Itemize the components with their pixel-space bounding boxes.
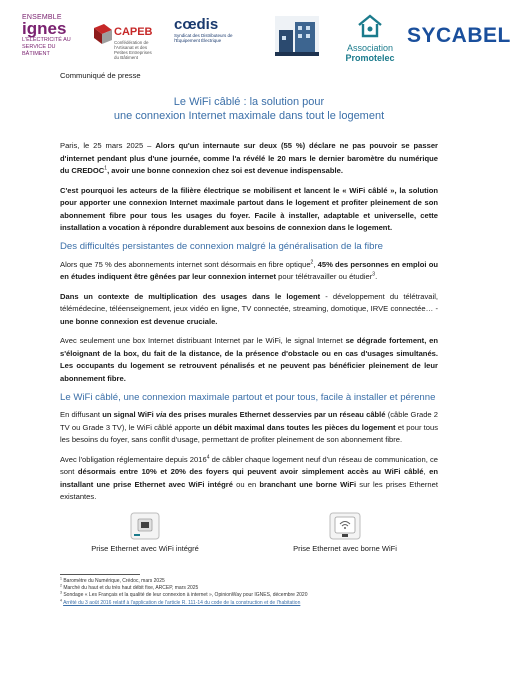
sycabel-logo: SYCABEL [407,24,511,47]
partner-logos [22,12,511,63]
footnote: $^3$ Sondage « Les Français et la qualité de leur connexion à internet », OpinionWay pour IGNES, décembre 2020 [60,590,308,599]
intro-paragraph: Paris, le 25 mars 2025 – Alors qu'un internaute sur deux (55 %) déclare ne pas pouvoir se passer d'internet pendant plus d'une journée, comme l'a révélé le 20 mars le dernier baromètre du numérique du CREDOC$^1$, avoir une bonne connexion chez soi est devenue indispensable. [60,141,438,175]
mobilisation-paragraph: C'est pourquoi les acteurs de la filière électrique se mobilisent et lancent le « WiFi câblé », la solution pour apporter une connexion Internet maximale partout dans le logement et profiter pleinement de son abonnement fibre pour tous les usages du foyer. Facile à installer, adaptable et universelle, cette installation a vocation à répondre durablement aux besoins de connexion dans le logement. [60,185,438,232]
obligation-paragraph: Avec l'obligation réglementaire depuis 2016$^4$ de câbler chaque logement neuf d'un réseau de communication, ce sont désormais entre 10% et 20% des foyers qui peuvent avoir simplement accès au WiFi câblé, en installant une prise Ethernet avec WiFi intégré ou en branchant une borne WiFi sur les prises Ethernet existantes. [60,453,439,501]
document-type: Communiqué de presse [60,71,141,80]
figure-ethernet-wifi-access-point: Prise Ethernet avec borne WiFi [270,512,420,553]
figure-ethernet-wifi-outlet: Prise Ethernet avec WiFi intégré [85,512,205,553]
section-heading-difficulties: Des difficultés persistantes de connexion malgré la généralisation de la fibre [60,240,383,252]
product-figures [60,512,438,558]
footnote: $^2$ Marché du haut et du très haut débit fixe, ARCEP, mars 2025 [60,583,199,591]
cedis-logo: cœdis Syndicat des Distributeurs de l'Équipement Électrique [174,16,233,43]
wifi-access-point-icon [329,512,361,540]
wall-outlet-icon [130,512,160,540]
box-paragraph: Avec seulement une box Internet distribuant Internet par le WiFi, le signal Internet se dégrade fortement, en s'éloignant de la box, du fait de la distance, de la présence d'obstacle ou en cas d'usages simultanés. Les occupants du logement se retrouvent pénalisés et ne peuvent pas bénéficier pleinement de leur abonnement fibre. [60,336,438,383]
promotelec-logo: Association Promotelec [339,14,401,63]
capeb-logo: CAPEB Confédération de l'Artisanat et des Petites Entreprises du Bâtiment [94,20,156,54]
building-logo [275,16,319,56]
ignes-logo: ENSEMBLE ignes L'ÉLECTRICITÉ AU SERVICE DU BÂTIMENT [22,14,71,57]
footnote: $^1$ Baromètre du Numérique, Crédoc, mars 2025 [60,575,165,584]
press-release [60,68,438,607]
wired-wifi-paragraph: En diffusant un signal WiFi via des prises murales Ethernet desservies par un réseau câblé (câble Grade 2 TV ou Grade 3 TV), le WiFi câblé apporte un débit maximal dans toutes les pièces du logement et pour tous les besoins du foyer, sans conflit d'usage, permettant de profiter pleinement de son abonnement fibre. [60,410,439,444]
footnote-divider [60,574,140,575]
fiber-paragraph: Alors que 75 % des abonnements internet sont désormais en fibre optique$^2$, 45% des personnes en emploi ou en études indiquent être gênées par leur connexion internet pour télétravailler ou étudier$^3$. [60,258,438,281]
footnotes [60,575,438,608]
capeb-mark-icon [94,24,112,44]
footnote-link[interactable]: $^4$ Arrêté du 3 août 2016 relatif à l'application de l'article R. 111-14 du code de la construction et de l'habitation [60,598,301,606]
document-title: Le WiFi câblé : la solution pour une connexion Internet maximale dans tout le logement [113,96,385,122]
building-icon [275,16,319,56]
usages-paragraph: Dans un contexte de multiplication des usages dans le logement - développement du télétravail, télémédecine, téléenseignement, jeux vidéo en ligne, TV connectée, streaming, domotique, IRVE connectée… - une bonne connexion est devenue cruciale. [60,291,438,326]
section-heading-wired-wifi: Le WiFi câblé, une connexion maximale partout et pour tous, facile à installer et pérenne [60,392,436,403]
house-icon [357,14,383,38]
